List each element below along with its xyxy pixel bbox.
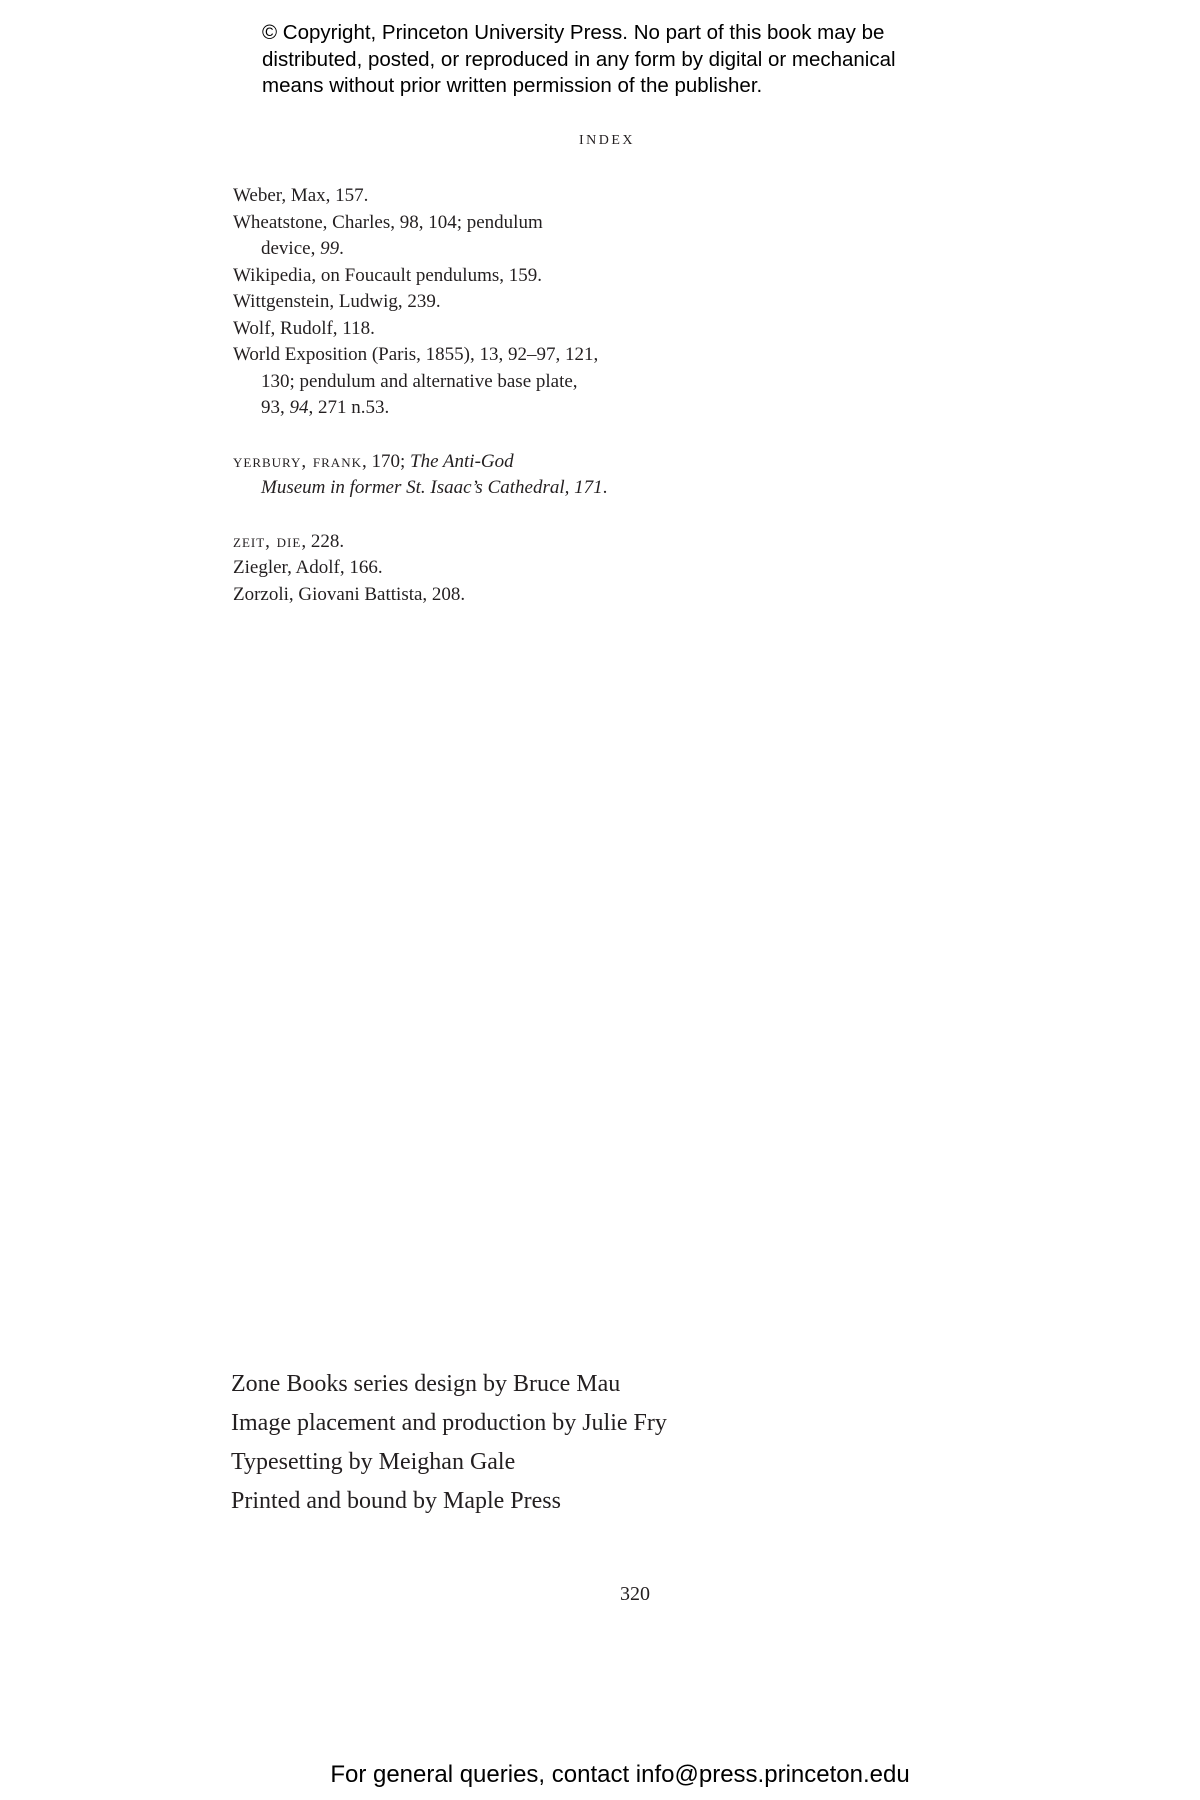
index-head-smallcaps: yerbury, frank	[233, 450, 362, 472]
index-entry-continuation	[233, 236, 653, 263]
colophon-credits	[231, 1365, 667, 1521]
figure-page-ref: 94	[289, 397, 309, 418]
copyright-line: means without prior written permission of the publisher.	[262, 74, 763, 97]
letter-group-gap	[233, 502, 653, 529]
index-entry-text: Ziegler, Adolf, 166.	[233, 557, 383, 578]
index-entry-punct: .	[602, 477, 608, 498]
index-entry-weber	[233, 183, 653, 210]
figure-title: The Anti-God	[410, 450, 514, 472]
index-entry-text: device,	[261, 238, 321, 259]
index-entry-text: Wheatstone, Charles, 98, 104; pendulum	[233, 211, 543, 233]
index-entry-yerbury	[233, 449, 653, 502]
copyright-line: distributed, posted, or reproduced in any form by digital or mechanical	[262, 47, 896, 71]
footer-contact: For general queries, contact info@press.princeton.edu	[330, 1761, 910, 1788]
index-entry-text: Wittgenstein, Ludwig, 239.	[233, 291, 441, 312]
index-entry-text: Wolf, Rudolf, 118.	[233, 317, 375, 339]
credit-typesetting: Typesetting by Meighan Gale	[231, 1449, 516, 1475]
credit-image-placement: Image placement and production by Julie Fry	[231, 1410, 667, 1436]
index-entry-punct: .	[339, 238, 344, 259]
index-entry-wikipedia	[233, 263, 653, 290]
index-entry-wheatstone	[233, 210, 653, 263]
copyright-line: © Copyright, Princeton University Press. No part of this book may be	[262, 21, 885, 44]
index-entry-text: Zorzoli, Giovani Battista, 208.	[233, 583, 466, 605]
credit-printing: Printed and bound by Maple Press	[231, 1488, 561, 1514]
running-head: INDEX	[578, 133, 636, 148]
index-entry-first-line	[233, 529, 653, 556]
page-number: 320	[620, 1583, 650, 1605]
index-entry-text: World Exposition (Paris, 1855), 13, 92–97, 121,	[233, 344, 599, 365]
index-entry-zeit	[233, 529, 653, 556]
copyright-notice	[262, 20, 1022, 100]
index-entry-text: Wikipedia, on Foucault pendulums, 159.	[233, 264, 543, 286]
index-entry-wolf	[233, 316, 653, 343]
index-entry-text: 93,	[261, 397, 290, 418]
index-entry-continuation	[233, 395, 653, 422]
letter-group-gap	[233, 422, 653, 449]
index-list	[233, 183, 653, 608]
credit-series-design: Zone Books series design by Bruce Mau	[231, 1371, 621, 1397]
index-entry-first-line	[233, 449, 653, 476]
index-entry-text: , 228.	[301, 530, 345, 552]
figure-title: Museum in former St. Isaac’s Cathedral, 171	[261, 477, 603, 498]
index-entry-text: , 271 n.53.	[308, 397, 390, 418]
index-entry-text: 130; pendulum and alternative base plate,	[261, 370, 578, 392]
figure-page-ref: 99	[320, 238, 340, 259]
index-entry-text: , 170;	[361, 450, 410, 472]
index-entry-wittgenstein	[233, 289, 653, 316]
index-entry-world-exposition	[233, 342, 653, 422]
index-entry-zorzoli	[233, 582, 653, 609]
index-entry-text: Weber, Max, 157.	[233, 185, 369, 206]
index-entry-ziegler	[233, 555, 653, 582]
index-entry-continuation	[233, 475, 653, 502]
index-head-smallcaps: zeit, die	[233, 530, 302, 552]
